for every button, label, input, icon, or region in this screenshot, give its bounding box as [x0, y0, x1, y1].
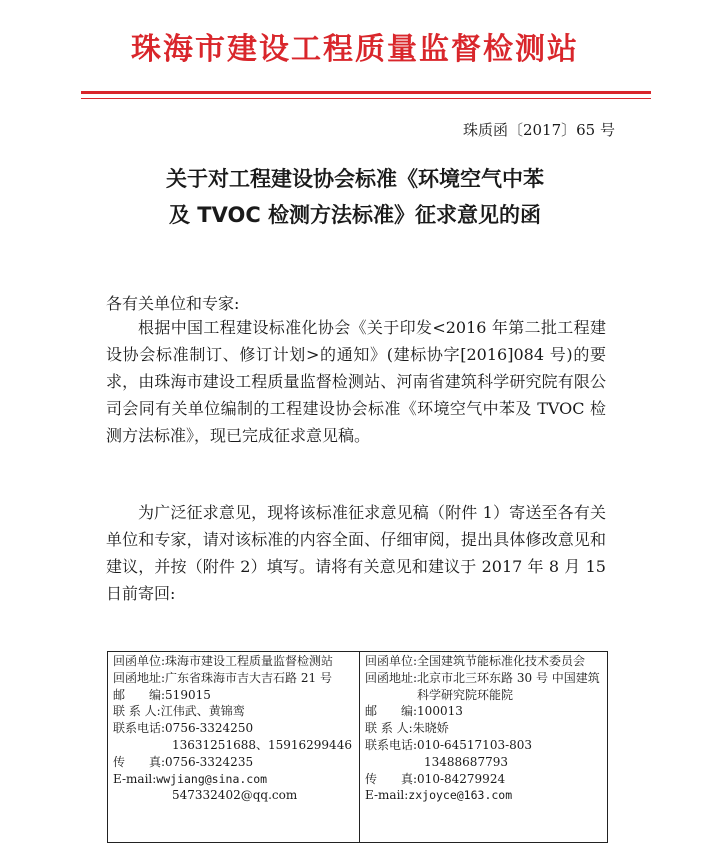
right-postcode-row: [365, 703, 602, 720]
left-postcode-label: 邮 编:: [113, 687, 166, 702]
left-postcode-value: 519015: [165, 687, 211, 702]
right-contact-row: [365, 720, 602, 737]
left-address-row: [113, 670, 354, 687]
header-rule-thick: [81, 91, 651, 94]
right-fax-value: 010-84279924: [417, 771, 506, 786]
left-address-value: 广东省珠海市吉大吉石路 21 号: [165, 670, 332, 685]
left-phone-row: [113, 720, 354, 737]
right-phone-row: [365, 737, 602, 754]
left-fax-label: 传 真:: [113, 754, 166, 769]
paragraph-1-text: 根据中国工程建设标准化协会《关于印发<2016 年第二批工程建设协会标准制订、修订计划>的通知》(建标协字[2016]084 号)的要求，由珠海市建设工程质量监督检测站、河南省建筑科学研究院有限公司会同有关单位编制的工程建设协会标准《环境空气中苯及 TVOC 检测方法标准》，现已完成征求意见稿。: [106, 318, 606, 445]
right-address-row: [365, 670, 602, 704]
reply-column-beijing: [360, 652, 607, 842]
right-postcode-label: 邮 编:: [365, 704, 418, 719]
left-unit-value: 珠海市建设工程质量监督检测站: [165, 654, 334, 668]
right-address-value: 北京市北三环东路 30 号 中国建筑科学研究院环能院: [417, 670, 600, 702]
left-email-row-2: [113, 787, 354, 804]
left-address-label: 回函地址:: [113, 670, 166, 685]
left-unit-label: 回函单位:: [113, 654, 166, 668]
organization-header: 珠海市建设工程质量监督检测站: [131, 32, 579, 67]
right-unit-label: 回函单位:: [365, 654, 418, 668]
left-unit-row: [113, 653, 354, 670]
left-contact-row: [113, 703, 354, 720]
right-contact-label: 联 系 人:: [365, 721, 413, 736]
right-unit-value: 全国建筑节能标准化技术委员会: [417, 654, 586, 668]
right-email-value-1: zxjoyce@163.com: [408, 788, 513, 803]
document-title-line-1: 关于对工程建设协会标准《环境空气中苯: [166, 167, 544, 191]
left-phone-value-2: 13631251688、15916299446: [172, 737, 352, 752]
left-phone-label: 联系电话:: [113, 721, 166, 736]
left-email-value-2: 547332402@qq.com: [172, 788, 298, 803]
left-phone-row-2: [113, 737, 354, 754]
left-contact-label: 联 系 人:: [113, 704, 161, 719]
right-phone-value-2: 13488687793: [424, 754, 508, 769]
left-fax-row: [113, 754, 354, 771]
reply-address-table: [107, 651, 608, 843]
right-phone-row-2: [365, 754, 602, 771]
right-fax-row: [365, 771, 602, 788]
right-fax-label: 传 真:: [365, 771, 418, 786]
right-email-row: [365, 787, 602, 804]
document-title-line-2: 及 TVOC 检测方法标准》征求意见的函: [168, 203, 542, 227]
header-rule-thin: [81, 98, 651, 99]
left-email-label: E-mail:: [113, 771, 157, 786]
body-paragraph-1: [106, 314, 606, 449]
right-phone-label: 联系电话:: [365, 737, 418, 752]
right-address-label: 回函地址:: [365, 670, 418, 685]
left-postcode-row: [113, 687, 354, 704]
reply-column-zhuhai: [108, 652, 360, 842]
document-number: 珠质函〔2017〕65 号: [462, 121, 615, 139]
left-fax-value: 0756-3324235: [165, 754, 254, 769]
right-contact-value: 朱晓娇: [412, 721, 449, 736]
body-paragraph-2: [106, 499, 606, 607]
paragraph-2-text: 为广泛征求意见，现将该标准征求意见稿（附件 1）寄送至各有关单位和专家，请对该标准的内容全面、仔细审阅，提出具体修改意见和建议，并按（附件 2）填写。请将有关意见和建议于 2017 年 8 月 15 日前寄回:: [106, 503, 606, 603]
left-email-row: [113, 771, 354, 788]
right-unit-row: [365, 653, 602, 670]
left-email-value-1: wwjiang@sina.com: [156, 771, 268, 786]
left-phone-value-1: 0756-3324250: [165, 721, 254, 736]
left-contact-value: 江伟武、黄锦鸾: [160, 704, 245, 719]
right-postcode-value: 100013: [417, 704, 463, 719]
salutation: 各有关单位和专家:: [106, 294, 240, 313]
right-email-label: E-mail:: [365, 788, 409, 803]
right-phone-value-1: 010-64517103-803: [417, 737, 533, 752]
